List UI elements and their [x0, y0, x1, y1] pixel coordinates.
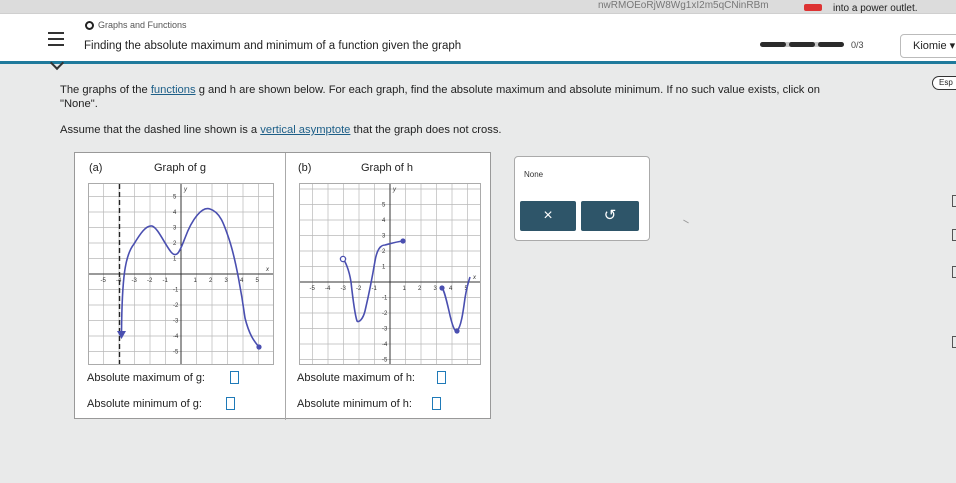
y-tick-label: -3 — [382, 326, 388, 333]
edge-bracket — [952, 266, 956, 278]
notification-icon — [804, 4, 822, 11]
clear-button[interactable] — [520, 201, 576, 231]
none-button[interactable]: None — [524, 170, 544, 179]
x-tick-label: 3 — [224, 278, 228, 284]
y-tick-label: -5 — [382, 357, 388, 364]
x-tick-label: 5 — [464, 286, 468, 292]
edge-bracket — [952, 336, 956, 348]
user-menu-button[interactable]: Kiomie ▾ — [900, 34, 956, 58]
topic-circle-icon — [85, 21, 94, 30]
y-tick-label: 3 — [173, 225, 177, 232]
min-h-label: Absolute minimum of h: — [297, 398, 412, 410]
graph-g-title: Graph of g — [154, 162, 206, 174]
x-tick-label: -2 — [356, 286, 362, 292]
x-tick-label: -5 — [309, 286, 315, 292]
x-axis-label: x — [473, 275, 476, 281]
open-endpoint — [340, 256, 345, 261]
x-tick-label: -3 — [131, 278, 137, 284]
espanol-label: Esp — [939, 78, 953, 87]
x-tick-label: 1 — [402, 286, 406, 292]
y-tick-label: -2 — [382, 311, 388, 317]
x-tick-label: 5 — [255, 278, 259, 284]
x-tick-label: 1 — [193, 278, 197, 284]
graph-h-tag: (b) — [298, 162, 312, 174]
y-tick-label: 5 — [173, 194, 177, 201]
answer-options — [514, 156, 650, 241]
progress-count: 0/3 — [851, 40, 864, 50]
y-tick-label: 1 — [382, 264, 386, 271]
functions-link[interactable]: functions — [150, 84, 196, 96]
edge-bracket — [952, 195, 956, 207]
x-tick-label: 3 — [433, 286, 437, 292]
x-tick-label: 2 — [418, 286, 422, 292]
user-name: Kiomie — [913, 40, 947, 52]
close-icon: × — [543, 207, 553, 224]
y-tick-label: 4 — [173, 210, 177, 216]
question-text: The graphs of the functions g and h are shown below. For each graph, find the absolute maximum and absolute minimum. If no such value exists, click on "None". — [60, 84, 820, 110]
x-tick-label: 4 — [449, 286, 453, 292]
power-notice: into a power outlet. — [833, 3, 918, 14]
closed-endpoint — [454, 328, 459, 333]
y-tick-label: -3 — [173, 318, 179, 325]
edge-bracket — [952, 229, 956, 241]
y-tick-label: 3 — [382, 233, 386, 240]
y-axis-label: y — [393, 187, 396, 193]
page-header — [0, 14, 956, 64]
y-tick-label: 5 — [382, 202, 386, 209]
x-axis-label: x — [266, 267, 269, 273]
y-tick-label: -4 — [173, 334, 179, 340]
url-fragment: nwRMOEoRjW8Wg1xI2m5qCNinRBm — [598, 0, 769, 11]
x-tick-label: -4 — [116, 278, 122, 284]
espanol-button[interactable] — [932, 76, 956, 90]
max-g-input[interactable] — [230, 371, 239, 384]
x-tick-label: -4 — [325, 286, 331, 292]
max-h-input[interactable] — [437, 371, 446, 384]
y-tick-label: 4 — [382, 218, 386, 224]
graph-h-title: Graph of h — [361, 162, 413, 174]
vertical-asymptote-link[interactable]: vertical asymptote — [260, 124, 351, 136]
max-g-label: Absolute maximum of g: — [87, 372, 205, 384]
graphs-panel — [74, 152, 491, 419]
closed-endpoint — [439, 285, 444, 290]
cursor-mark — [683, 220, 689, 224]
y-tick-label: 1 — [173, 256, 177, 263]
y-tick-label: 2 — [382, 249, 386, 255]
y-tick-label: 2 — [173, 241, 177, 247]
y-axis-label: y — [184, 187, 187, 193]
min-h-input[interactable] — [432, 397, 441, 410]
graph-g-tag: (a) — [89, 162, 103, 174]
graph-g — [88, 183, 274, 365]
x-tick-label: -2 — [147, 278, 153, 284]
y-tick-label: -1 — [173, 287, 179, 294]
y-tick-label: -1 — [382, 295, 388, 302]
min-g-input[interactable] — [226, 397, 235, 410]
min-g-label: Absolute minimum of g: — [87, 398, 202, 410]
page-title: Finding the absolute maximum and minimum of a function given the graph — [84, 40, 462, 52]
progress-bar — [760, 42, 844, 47]
menu-icon[interactable] — [48, 32, 64, 50]
asymptote-note: Assume that the dashed line shown is a vertical asymptote that the graph does not cross. — [60, 124, 502, 136]
endpoint-dot — [256, 344, 261, 349]
y-tick-label: -5 — [173, 349, 179, 356]
x-tick-label: 2 — [209, 278, 213, 284]
breadcrumb[interactable]: Graphs and Functions — [98, 20, 187, 30]
graph-h — [299, 183, 481, 365]
x-tick-label: 4 — [240, 278, 244, 284]
y-tick-label: -2 — [173, 303, 179, 309]
down-arrow-icon — [117, 331, 126, 339]
undo-button[interactable] — [581, 201, 639, 231]
max-h-label: Absolute maximum of h: — [297, 372, 415, 384]
y-tick-label: -4 — [382, 342, 388, 348]
x-tick-label: -1 — [371, 286, 377, 292]
browser-top-strip — [0, 0, 956, 14]
x-tick-label: -3 — [340, 286, 346, 292]
undo-icon: ↺ — [603, 207, 617, 224]
x-tick-label: -5 — [100, 278, 106, 284]
x-tick-label: -1 — [162, 278, 168, 284]
closed-endpoint — [400, 238, 405, 243]
